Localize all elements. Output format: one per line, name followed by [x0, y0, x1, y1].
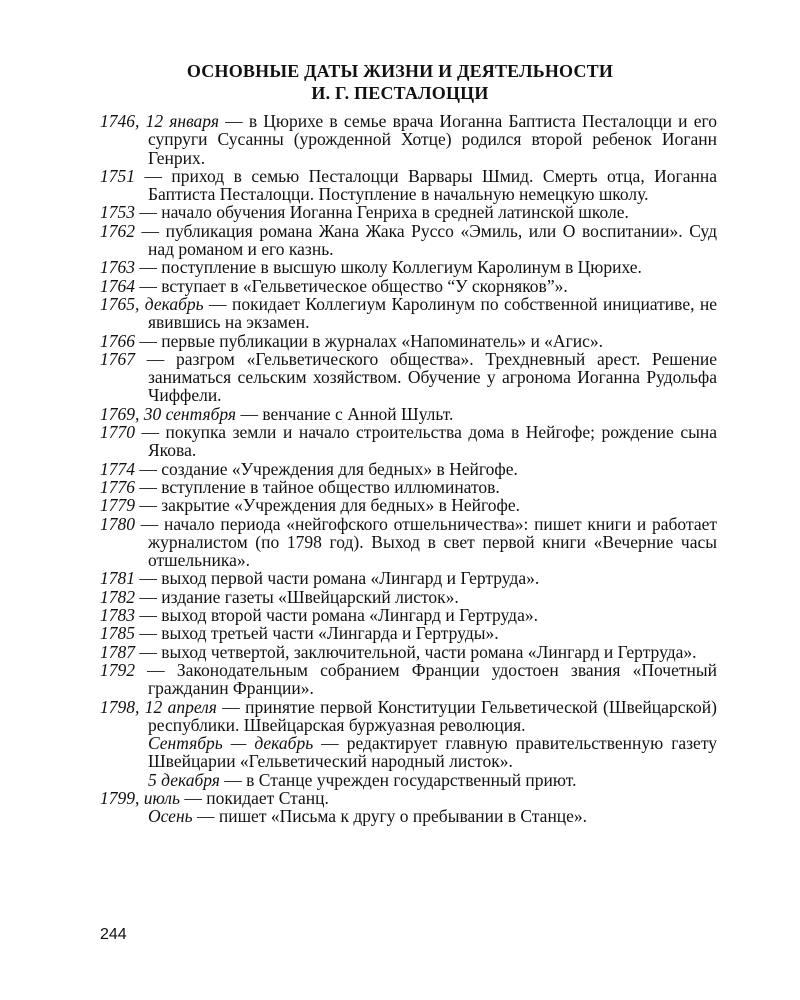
chronology-entry — [100, 112, 717, 167]
entry-date: 1783 — [100, 605, 135, 626]
entry-date: 1751 — [100, 165, 135, 186]
chronology-entry — [100, 478, 717, 496]
chronology-entry — [100, 515, 717, 570]
entry-text: — венчание с Анной Шульт. — [236, 403, 454, 424]
entry-text: — редактирует главную правительственную газету Швейцарии «Гельветический народный листок». — [148, 733, 717, 772]
entry-text: — закрытие «Учреждения для бедных» в Нейгофе. — [135, 495, 521, 516]
entry-date: Сентябрь — декабрь — [148, 733, 314, 754]
entry-text: — покупка земли и начало строительства дома в Нейгофе; рождение сына Якова. — [135, 422, 717, 461]
chronology-entry — [100, 405, 717, 423]
chronology-entry — [100, 588, 717, 606]
entry-date: 1799, июль — [100, 787, 180, 808]
chronology-entry — [100, 222, 717, 259]
entry-text: — выход второй части романа «Лингард и Гертруда». — [135, 605, 538, 626]
entry-date: 1766 — [100, 330, 135, 351]
entry-text: — выход четвертой, заключительной, части романа «Лингард и Гертруда». — [135, 641, 697, 662]
entry-date: 1780 — [100, 513, 135, 534]
entry-text: — поступление в высшую школу Коллегиум Каролинум в Цюрихе. — [135, 257, 642, 278]
entry-date: 5 декабря — [148, 769, 220, 790]
entry-text: — вступает в «Гельветическое общество “У скорняков”». — [135, 275, 568, 296]
entry-text: — в Цюрихе в семье врача Иоганна Баптиста Песталоцци и его супруги Сусанны (урожденной Хотце) родился второй ребенок Иоганн Генрих. — [148, 111, 717, 168]
chronology-list — [100, 112, 717, 826]
chronology-entry — [100, 277, 717, 295]
chronology-entry — [100, 460, 717, 478]
entry-text: — публикация романа Жана Жака Руссо «Эмиль, или О воспитании». Суд над романом и его казнь. — [135, 220, 717, 260]
chronology-entry — [100, 789, 717, 807]
entry-date: 1798, 12 апреля — [100, 696, 217, 717]
entry-date: Осень — [148, 806, 193, 827]
chronology-entry — [100, 698, 717, 735]
entry-date: 1753 — [100, 202, 135, 223]
entry-date: 1746, 12 января — [100, 111, 219, 131]
chronology-entry — [100, 258, 717, 276]
entry-date: 1770 — [100, 422, 135, 443]
entry-text: — первые публикации в журналах «Напоминатель» и «Агис». — [135, 330, 604, 351]
entry-text: — выход третьей части «Лингарда и Гертруды». — [135, 623, 499, 644]
title-line-1: ОСНОВНЫЕ ДАТЫ ЖИЗНИ И ДЕЯТЕЛЬНОСТИ — [186, 61, 614, 81]
entry-text: — выход первой части романа «Лингард и Гертруда». — [135, 568, 540, 589]
chronology-entry — [100, 295, 717, 332]
entry-text: — вступление в тайное общество иллюминатов. — [135, 476, 500, 497]
entry-date: 1782 — [100, 586, 135, 607]
entry-text: — покидает Станц. — [180, 787, 329, 808]
chronology-sub-entry — [100, 734, 717, 771]
title-line-2: И. Г. ПЕСТАЛОЦЦИ — [311, 83, 489, 103]
entry-date: 1787 — [100, 641, 135, 662]
entry-date: 1785 — [100, 623, 135, 644]
entry-date: 1769, 30 сентября — [100, 403, 237, 424]
entry-text: — приход в семью Песталоцци Варвары Шмид. Смерть отца, Иоганна Баптиста Песталоцци. Поступление в начальную немецкую школу. — [135, 165, 717, 205]
entry-date: 1774 — [100, 458, 135, 479]
chronology-entry — [100, 624, 717, 642]
chronology-entry — [100, 661, 717, 698]
entry-text: — издание газеты «Швейцарский листок». — [135, 586, 459, 607]
entry-date: 1765, декабрь — [100, 293, 204, 314]
page-title — [0, 60, 800, 104]
entry-text: — принятие первой Конституции Гельветической (Швейцарской) республики. Швейцарская буржуазная революция. — [148, 696, 717, 735]
entry-text: — разгром «Гельветического общества». Трехдневный арест. Решение заниматься сельским хозяйством. Обучение у агронома Иоганна Рудольфа Чиффели. — [135, 348, 717, 406]
entry-text: — создание «Учреждения для бедных» в Нейгофе. — [135, 458, 518, 479]
page-number: 244 — [100, 926, 127, 943]
chronology-sub-entry — [100, 807, 717, 825]
chronology-entry — [100, 423, 717, 460]
chronology-entry — [100, 606, 717, 624]
chronology-sub-entry — [100, 771, 717, 789]
chronology-entry — [100, 332, 717, 350]
entry-date: 1792 — [100, 659, 135, 680]
entry-date: 1764 — [100, 275, 135, 296]
entry-text: — в Станце учрежден государственный приют. — [219, 769, 577, 790]
chronology-entry — [100, 167, 717, 204]
entry-text: — начало обучения Иоганна Генриха в средней латинской школе. — [135, 202, 629, 223]
entry-text: — покидает Коллегиум Каролинум по собственной инициативе, не явившись на экзамен. — [148, 293, 717, 333]
entry-date: 1762 — [100, 220, 135, 241]
entry-text: — начало периода «нейгофского отшельничества»: пишет книги и работает журналистом (по 1798 год). Выход в свет первой книги «Вечерние часы отшельника». — [135, 513, 717, 571]
entry-date: 1763 — [100, 257, 135, 278]
entry-date: 1776 — [100, 476, 135, 497]
chronology-entry — [100, 569, 717, 587]
chronology-entry — [100, 496, 717, 514]
entry-date: 1767 — [100, 348, 135, 369]
chronology-entry — [100, 643, 717, 661]
entry-text: — пишет «Письма к другу о пребывании в Станце». — [192, 806, 588, 827]
entry-text: — Законодательным собранием Франции удостоен звания «Почетный гражданин Франции». — [135, 659, 717, 699]
entry-date: 1779 — [100, 495, 135, 516]
chronology-entry — [100, 203, 717, 221]
chronology-entry — [100, 350, 717, 405]
entry-date: 1781 — [100, 568, 135, 589]
